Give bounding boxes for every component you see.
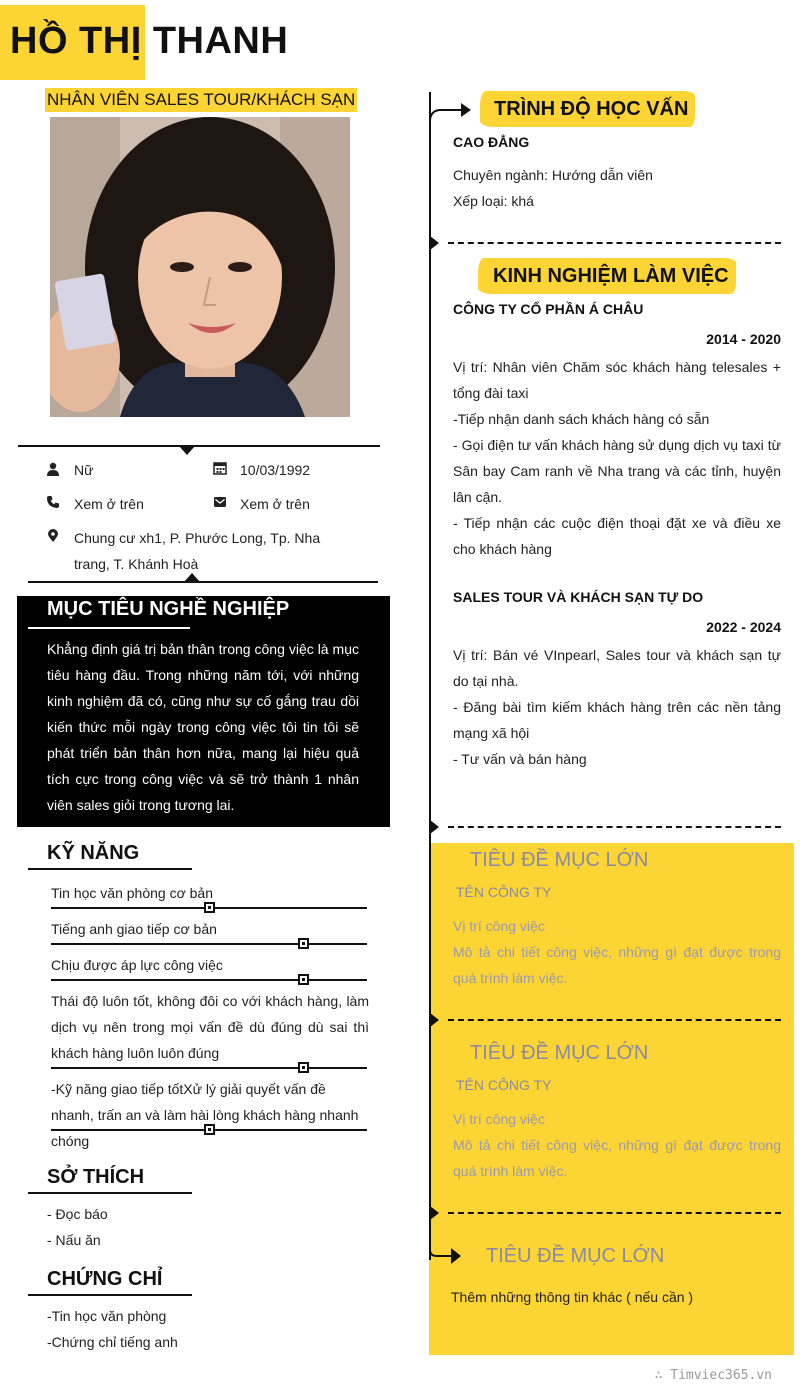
extra-title: TIÊU ĐỀ MỤC LỚN (486, 1245, 665, 1267)
candidate-name: HỒ THỊ THANH (10, 20, 289, 62)
job-company: SALES TOUR VÀ KHÁCH SẠN TỰ DO (453, 589, 704, 605)
hobbies-title-underline (28, 1192, 192, 1194)
skill-name: Tin học văn phòng cơ bản (51, 885, 213, 901)
profile-photo (50, 117, 350, 417)
hobby-item: - Nấu ăn (47, 1232, 101, 1248)
timeline-line (429, 92, 431, 1260)
skills-title: KỸ NĂNG (47, 842, 140, 864)
skill-bar (51, 979, 367, 981)
skill-level-knob (204, 1124, 215, 1135)
certificate-item: -Tin học văn phòng (47, 1308, 167, 1324)
job-description: Vị trí: Bán vé VInpearl, Sales tour và khách sạn tự do tại nhà. - Đăng bài tìm kiếm khách hàng trên các nền tảng mạng xã hội - Tư vấn và bán hàng (453, 647, 781, 767)
section-divider (448, 826, 781, 828)
birthdate-value: 10/03/1992 (240, 462, 311, 478)
calendar-icon (213, 461, 227, 475)
job-company: CÔNG TY CỔ PHẦN Á CHÂU (453, 301, 644, 317)
education-grade: Xếp loại: khá (453, 193, 534, 209)
objective-text: Khẳng định giá trị bản thân trong công việc là mục tiêu hàng đầu. Trong những năm tới, với những kinh nghiệm đã có, cũng như sự cố gắng trau dồi kiến thức mỗi ngày trong công việc tôi tin tôi sẽ phát triển bản thân hơn nữa, mang lại hiệu quả tích cực trong công việc và sẽ trở thành 1 nhân viên sales giỏi trong tương lai. (47, 641, 359, 813)
section-divider (448, 1019, 781, 1021)
skill-name: -Kỹ năng giao tiếp tốtXử lý giải quyết vấn đề nhanh, trấn an và làm hài lòng khách hàng nhanh chóng (51, 1081, 359, 1149)
certificate-item: -Chứng chỉ tiếng anh (47, 1334, 178, 1350)
envelope-icon (213, 495, 227, 509)
education-title: TRÌNH ĐỘ HỌC VẤN (494, 98, 689, 120)
arrow-icon (429, 100, 473, 122)
certificates-title-underline (28, 1294, 192, 1296)
skill-level-knob (298, 1062, 309, 1073)
skill-bar (51, 1067, 367, 1069)
info-divider-bottom (28, 581, 378, 583)
timeline-marker (430, 820, 439, 834)
placeholder-description: Vị trí công việc Mô tả chi tiết công việc, những gì đạt được trong quá trình làm việc. (453, 1111, 781, 1179)
email-value: Xem ở trên (240, 496, 310, 512)
skill-bar (51, 943, 367, 945)
user-icon (46, 462, 60, 476)
placeholder-description: Vị trí công việc Mô tả chi tiết công việc, những gì đạt được trong quá trình làm việc. (453, 918, 781, 986)
timeline-marker (430, 1013, 439, 1027)
section-divider (448, 242, 781, 244)
education-level: CAO ĐẲNG (453, 134, 530, 150)
objective-title-underline (28, 627, 190, 629)
hobby-item: - Đọc báo (47, 1206, 108, 1222)
watermark-text: Timviec365.vn (670, 1368, 772, 1383)
info-divider-top (18, 445, 380, 447)
skill-level-knob (204, 902, 215, 913)
phone-icon (46, 495, 60, 509)
placeholder-title: TIÊU ĐỀ MỤC LỚN (470, 849, 649, 871)
education-major: Chuyên ngành: Hướng dẫn viên (453, 167, 653, 183)
job-period: 2022 - 2024 (706, 619, 781, 635)
skill-name: Chịu được áp lực công việc (51, 957, 223, 973)
objective-title: MỤC TIÊU NGHỀ NGHIỆP (47, 598, 290, 620)
job-period: 2014 - 2020 (706, 331, 781, 347)
certificates-title: CHỨNG CHỈ (47, 1268, 163, 1290)
watermark: ∴ Timviec365.vn (654, 1368, 772, 1383)
timeline-marker (430, 236, 439, 250)
map-pin-icon (46, 529, 60, 543)
job-title: NHÂN VIÊN SALES TOUR/KHÁCH SẠN (45, 88, 357, 112)
placeholder-title: TIÊU ĐỀ MỤC LỚN (470, 1042, 649, 1064)
section-divider (448, 1212, 781, 1214)
timeline-marker (430, 1206, 439, 1220)
arrow-icon (429, 1240, 463, 1270)
skill-level-knob (298, 974, 309, 985)
extra-text: Thêm những thông tin khác ( nếu cần ) (451, 1289, 694, 1305)
job-description: Vị trí: Nhân viên Chăm sóc khách hàng telesales + tổng đài taxi -Tiếp nhận danh sách khách hàng có sẵn - Gọi điện tư vấn khách hàng sử dụng dịch vụ taxi từ Sân bay Cam ranh về Nha trang và các tỉnh, huyện lân cận. - Tiếp nhận các cuộc điện thoại đặt xe và điều xe cho khách hàng (453, 359, 781, 557)
info-divider-bottom-pointer (184, 573, 200, 582)
hobbies-title: SỞ THÍCH (47, 1166, 145, 1188)
info-divider-top-pointer (179, 446, 195, 455)
experience-title: KINH NGHIỆM LÀM VIỆC (493, 265, 729, 287)
placeholder-company: TÊN CÔNG TY (456, 1077, 552, 1093)
skill-name: Tiếng anh giao tiếp cơ bản (51, 921, 217, 937)
placeholder-company: TÊN CÔNG TY (456, 884, 552, 900)
skill-level-knob (298, 938, 309, 949)
gender-value: Nữ (74, 462, 94, 478)
phone-value: Xem ở trên (74, 496, 144, 512)
skills-title-underline (28, 868, 192, 870)
address-value: Chung cư xh1, P. Phước Long, Tp. Nha trang, T. Khánh Hoà (74, 530, 321, 572)
skill-name: Thái độ luôn tốt, không đôi co với khách hàng, làm dịch vụ nên trong mọi vấn đề dù đúng dù sai thì khách hàng luôn luôn đúng (51, 993, 369, 1061)
